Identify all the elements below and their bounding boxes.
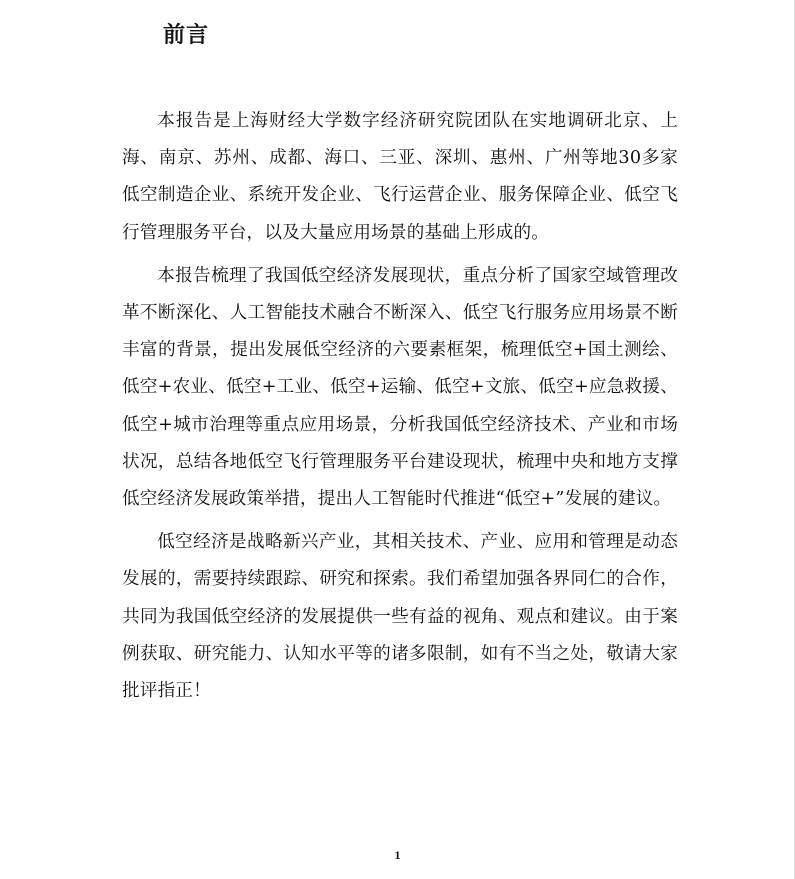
page-title: 前言 xyxy=(163,23,210,48)
paragraph-1: 本报告是上海财经大学数字经济研究院团队在实地调研北京、上海、南京、苏州、成都、海口、三亚、深圳、惠州、广州等地30多家低空制造企业、系统开发企业、飞行运营企业、服务保障企业、低空飞行管理服务平台，以及大量应用场景的基础上形成的。 xyxy=(122,111,678,243)
document-body xyxy=(122,103,678,716)
page-number: 1 xyxy=(394,848,401,862)
paragraph-2: 本报告梳理了我国低空经济发展现状，重点分析了国家空域管理改革不断深化、人工智能技术融合不断深入、低空飞行服务应用场景不断丰富的背景，提出发展低空经济的六要素框架，梳理低空+国土测绘、低空+农业、低空+工业、低空+运输、低空+文旅、低空+应急救援、低空+城市治理等重点应用场景，分析我国低空经济技术、产业和市场状况，总结各地低空飞行管理服务平台建设现状，梳理中央和地方支撑低空经济发展政策举措，提出人工智能时代推进“低空+”发展的建议。 xyxy=(122,265,678,510)
paragraph-3: 低空经济是战略新兴产业，其相关技术、产业、应用和管理是动态发展的，需要持续跟踪、研究和探索。我们希望加强各界同仁的合作，共同为我国低空经济的发展提供一些有益的视角、观点和建议。由于案例获取、研究能力、认知水平等的诸多限制，如有不当之处，敬请大家批评指正！ xyxy=(122,532,678,702)
